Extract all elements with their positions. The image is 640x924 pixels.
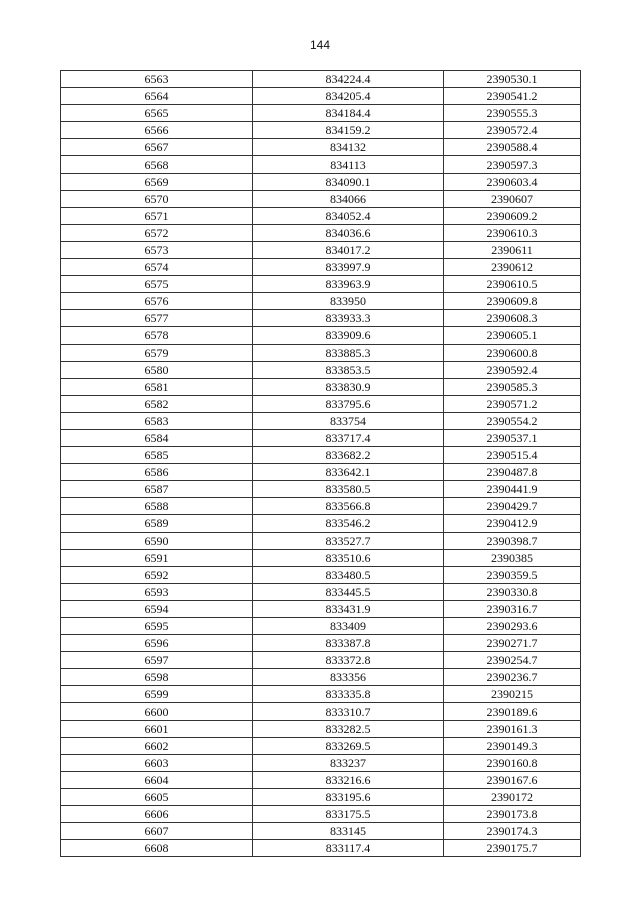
point-number-cell: 6601 — [61, 720, 253, 737]
table-row — [61, 481, 581, 498]
y-coordinate-cell: 2390271.7 — [444, 635, 581, 652]
x-coordinate-cell: 833117.4 — [253, 840, 444, 857]
x-coordinate-cell: 833282.5 — [253, 720, 444, 737]
point-number-cell: 6581 — [61, 378, 253, 395]
y-coordinate-cell: 2390609.8 — [444, 293, 581, 310]
table-row — [61, 429, 581, 446]
y-coordinate-cell: 2390600.8 — [444, 344, 581, 361]
y-coordinate-cell: 2390603.4 — [444, 173, 581, 190]
table-row — [61, 635, 581, 652]
point-number-cell: 6594 — [61, 600, 253, 617]
table-row — [61, 652, 581, 669]
point-number-cell: 6572 — [61, 224, 253, 241]
point-number-cell: 6600 — [61, 703, 253, 720]
table-row — [61, 532, 581, 549]
table-row — [61, 464, 581, 481]
point-number-cell: 6585 — [61, 447, 253, 464]
point-number-cell: 6569 — [61, 173, 253, 190]
point-number-cell: 6597 — [61, 652, 253, 669]
y-coordinate-cell: 2390608.3 — [444, 310, 581, 327]
point-number-cell: 6608 — [61, 840, 253, 857]
y-coordinate-cell: 2390515.4 — [444, 447, 581, 464]
x-coordinate-cell: 833580.5 — [253, 481, 444, 498]
table-row — [61, 771, 581, 788]
x-coordinate-cell: 834052.4 — [253, 207, 444, 224]
x-coordinate-cell: 833145 — [253, 823, 444, 840]
table-row — [61, 344, 581, 361]
x-coordinate-cell: 833310.7 — [253, 703, 444, 720]
table-row — [61, 447, 581, 464]
x-coordinate-cell: 833269.5 — [253, 737, 444, 754]
point-number-cell: 6564 — [61, 88, 253, 105]
y-coordinate-cell: 2390316.7 — [444, 600, 581, 617]
x-coordinate-cell: 833372.8 — [253, 652, 444, 669]
table-row — [61, 600, 581, 617]
table-row — [61, 669, 581, 686]
table-row — [61, 823, 581, 840]
table-row — [61, 788, 581, 805]
y-coordinate-cell: 2390610.3 — [444, 224, 581, 241]
table-row — [61, 88, 581, 105]
point-number-cell: 6591 — [61, 549, 253, 566]
point-number-cell: 6563 — [61, 71, 253, 88]
point-number-cell: 6567 — [61, 139, 253, 156]
y-coordinate-cell: 2390555.3 — [444, 105, 581, 122]
table-row — [61, 139, 581, 156]
y-coordinate-cell: 2390293.6 — [444, 618, 581, 635]
y-coordinate-cell: 2390160.8 — [444, 754, 581, 771]
x-coordinate-cell: 834132 — [253, 139, 444, 156]
point-number-cell: 6598 — [61, 669, 253, 686]
point-number-cell: 6603 — [61, 754, 253, 771]
y-coordinate-cell: 2390429.7 — [444, 498, 581, 515]
y-coordinate-cell: 2390588.4 — [444, 139, 581, 156]
y-coordinate-cell: 2390607 — [444, 190, 581, 207]
x-coordinate-cell: 833510.6 — [253, 549, 444, 566]
table-row — [61, 190, 581, 207]
point-number-cell: 6571 — [61, 207, 253, 224]
point-number-cell: 6575 — [61, 276, 253, 293]
x-coordinate-cell: 833566.8 — [253, 498, 444, 515]
x-coordinate-cell: 833527.7 — [253, 532, 444, 549]
table-row — [61, 720, 581, 737]
point-number-cell: 6604 — [61, 771, 253, 788]
point-number-cell: 6602 — [61, 737, 253, 754]
x-coordinate-cell: 833480.5 — [253, 566, 444, 583]
point-number-cell: 6576 — [61, 293, 253, 310]
point-number-cell: 6588 — [61, 498, 253, 515]
point-number-cell: 6582 — [61, 395, 253, 412]
y-coordinate-cell: 2390611 — [444, 241, 581, 258]
table-row — [61, 259, 581, 276]
point-number-cell: 6573 — [61, 241, 253, 258]
point-number-cell: 6570 — [61, 190, 253, 207]
page-number: 144 — [309, 38, 331, 52]
point-number-cell: 6592 — [61, 566, 253, 583]
table-row — [61, 549, 581, 566]
table-row — [61, 71, 581, 88]
point-number-cell: 6580 — [61, 361, 253, 378]
x-coordinate-cell: 834036.6 — [253, 224, 444, 241]
point-number-cell: 6586 — [61, 464, 253, 481]
table-row — [61, 156, 581, 173]
x-coordinate-cell: 833885.3 — [253, 344, 444, 361]
y-coordinate-cell: 2390215 — [444, 686, 581, 703]
y-coordinate-cell: 2390571.2 — [444, 395, 581, 412]
table-row — [61, 618, 581, 635]
point-number-cell: 6606 — [61, 806, 253, 823]
x-coordinate-cell: 833409 — [253, 618, 444, 635]
y-coordinate-cell: 2390172 — [444, 788, 581, 805]
table-row — [61, 806, 581, 823]
x-coordinate-cell: 833830.9 — [253, 378, 444, 395]
point-number-cell: 6568 — [61, 156, 253, 173]
x-coordinate-cell: 834205.4 — [253, 88, 444, 105]
x-coordinate-cell: 833997.9 — [253, 259, 444, 276]
table-row — [61, 310, 581, 327]
x-coordinate-cell: 833853.5 — [253, 361, 444, 378]
point-number-cell: 6578 — [61, 327, 253, 344]
point-number-cell: 6605 — [61, 788, 253, 805]
y-coordinate-cell: 2390572.4 — [444, 122, 581, 139]
coordinates-table-body — [61, 71, 581, 857]
y-coordinate-cell: 2390609.2 — [444, 207, 581, 224]
table-row — [61, 395, 581, 412]
y-coordinate-cell: 2390541.2 — [444, 88, 581, 105]
table-row — [61, 105, 581, 122]
point-number-cell: 6593 — [61, 583, 253, 600]
table-row — [61, 498, 581, 515]
coordinates-table — [60, 70, 581, 857]
x-coordinate-cell: 833754 — [253, 412, 444, 429]
y-coordinate-cell: 2390597.3 — [444, 156, 581, 173]
table-row — [61, 293, 581, 310]
y-coordinate-cell: 2390254.7 — [444, 652, 581, 669]
table-row — [61, 686, 581, 703]
table-row — [61, 276, 581, 293]
y-coordinate-cell: 2390359.5 — [444, 566, 581, 583]
x-coordinate-cell: 833237 — [253, 754, 444, 771]
x-coordinate-cell: 833195.6 — [253, 788, 444, 805]
x-coordinate-cell: 833356 — [253, 669, 444, 686]
point-number-cell: 6583 — [61, 412, 253, 429]
table-row — [61, 412, 581, 429]
point-number-cell: 6587 — [61, 481, 253, 498]
y-coordinate-cell: 2390537.1 — [444, 429, 581, 446]
x-coordinate-cell: 833216.6 — [253, 771, 444, 788]
y-coordinate-cell: 2390174.3 — [444, 823, 581, 840]
y-coordinate-cell: 2390236.7 — [444, 669, 581, 686]
y-coordinate-cell: 2390610.5 — [444, 276, 581, 293]
table-row — [61, 173, 581, 190]
point-number-cell: 6589 — [61, 515, 253, 532]
table-row — [61, 378, 581, 395]
point-number-cell: 6584 — [61, 429, 253, 446]
table-row — [61, 583, 581, 600]
x-coordinate-cell: 833335.8 — [253, 686, 444, 703]
table-row — [61, 566, 581, 583]
y-coordinate-cell: 2390554.2 — [444, 412, 581, 429]
x-coordinate-cell: 833642.1 — [253, 464, 444, 481]
table-row — [61, 737, 581, 754]
point-number-cell: 6596 — [61, 635, 253, 652]
y-coordinate-cell: 2390398.7 — [444, 532, 581, 549]
y-coordinate-cell: 2390612 — [444, 259, 581, 276]
x-coordinate-cell: 833950 — [253, 293, 444, 310]
x-coordinate-cell: 834113 — [253, 156, 444, 173]
y-coordinate-cell: 2390585.3 — [444, 378, 581, 395]
x-coordinate-cell: 833933.3 — [253, 310, 444, 327]
x-coordinate-cell: 833546.2 — [253, 515, 444, 532]
point-number-cell: 6574 — [61, 259, 253, 276]
point-number-cell: 6566 — [61, 122, 253, 139]
y-coordinate-cell: 2390189.6 — [444, 703, 581, 720]
x-coordinate-cell: 833963.9 — [253, 276, 444, 293]
x-coordinate-cell: 834017.2 — [253, 241, 444, 258]
point-number-cell: 6565 — [61, 105, 253, 122]
x-coordinate-cell: 833175.5 — [253, 806, 444, 823]
y-coordinate-cell: 2390530.1 — [444, 71, 581, 88]
x-coordinate-cell: 834159.2 — [253, 122, 444, 139]
y-coordinate-cell: 2390441.9 — [444, 481, 581, 498]
x-coordinate-cell: 833387.8 — [253, 635, 444, 652]
table-row — [61, 327, 581, 344]
x-coordinate-cell: 833682.2 — [253, 447, 444, 464]
y-coordinate-cell: 2390173.8 — [444, 806, 581, 823]
point-number-cell: 6579 — [61, 344, 253, 361]
table-row — [61, 224, 581, 241]
table-row — [61, 207, 581, 224]
y-coordinate-cell: 2390175.7 — [444, 840, 581, 857]
x-coordinate-cell: 833431.9 — [253, 600, 444, 617]
point-number-cell: 6590 — [61, 532, 253, 549]
y-coordinate-cell: 2390330.8 — [444, 583, 581, 600]
table-row — [61, 703, 581, 720]
y-coordinate-cell: 2390385 — [444, 549, 581, 566]
x-coordinate-cell: 834066 — [253, 190, 444, 207]
point-number-cell: 6577 — [61, 310, 253, 327]
x-coordinate-cell: 833445.5 — [253, 583, 444, 600]
y-coordinate-cell: 2390412.9 — [444, 515, 581, 532]
x-coordinate-cell: 833795.6 — [253, 395, 444, 412]
table-row — [61, 241, 581, 258]
y-coordinate-cell: 2390149.3 — [444, 737, 581, 754]
table-row — [61, 361, 581, 378]
y-coordinate-cell: 2390487.8 — [444, 464, 581, 481]
point-number-cell: 6599 — [61, 686, 253, 703]
point-number-cell: 6595 — [61, 618, 253, 635]
table-row — [61, 754, 581, 771]
x-coordinate-cell: 833717.4 — [253, 429, 444, 446]
y-coordinate-cell: 2390592.4 — [444, 361, 581, 378]
table-row — [61, 515, 581, 532]
x-coordinate-cell: 834184.4 — [253, 105, 444, 122]
x-coordinate-cell: 833909.6 — [253, 327, 444, 344]
y-coordinate-cell: 2390605.1 — [444, 327, 581, 344]
table-row — [61, 840, 581, 857]
point-number-cell: 6607 — [61, 823, 253, 840]
y-coordinate-cell: 2390167.6 — [444, 771, 581, 788]
x-coordinate-cell: 834224.4 — [253, 71, 444, 88]
x-coordinate-cell: 834090.1 — [253, 173, 444, 190]
table-row — [61, 122, 581, 139]
y-coordinate-cell: 2390161.3 — [444, 720, 581, 737]
